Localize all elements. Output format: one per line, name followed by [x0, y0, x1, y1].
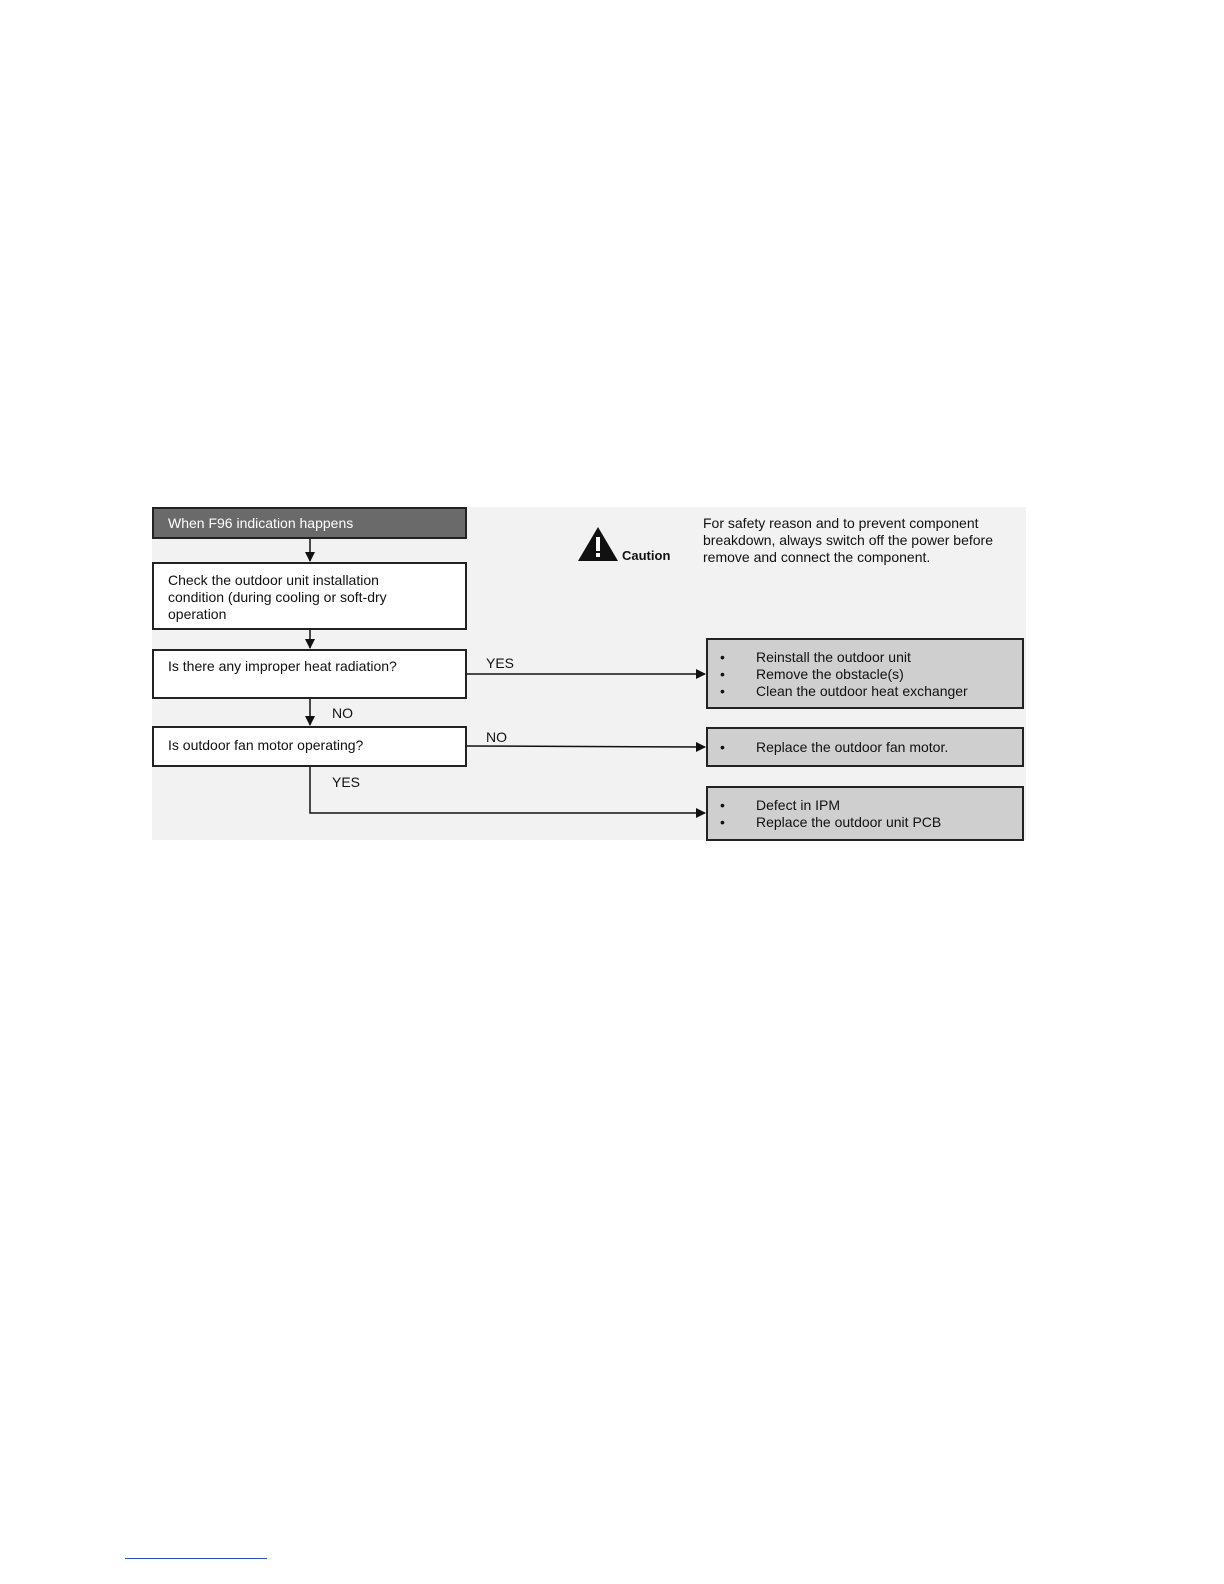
fan-motor-question-label: Is outdoor fan motor operating? — [168, 737, 364, 753]
result-fan-box — [706, 727, 1024, 767]
bullet: • — [720, 666, 725, 682]
result-item: Replace the outdoor unit PCB — [756, 814, 942, 830]
result-item: Remove the obstacle(s) — [756, 666, 904, 682]
bullet: • — [720, 739, 725, 755]
caution-text: For safety reason and to prevent component breakdown, always switch off the power before remove and connect the component. — [703, 515, 994, 565]
result-item: Clean the outdoor heat exchanger — [756, 683, 968, 699]
result-item: Defect in IPM — [756, 797, 841, 813]
bullet: • — [720, 683, 725, 699]
check-installation-label: Check the outdoor unit installation condition (during cooling or soft-dry operation — [168, 572, 387, 622]
start-box — [152, 507, 467, 539]
list-item — [720, 797, 1010, 814]
result-pcb-box — [706, 786, 1024, 841]
bullet: • — [720, 649, 725, 665]
start-label: When F96 indication happens — [168, 514, 354, 531]
heat-radiation-question-label: Is there any improper heat radiation? — [168, 658, 397, 674]
list-item — [720, 666, 1010, 683]
bullet: • — [720, 797, 725, 813]
arrow-fan-yes — [310, 767, 705, 813]
bullet: • — [720, 814, 725, 830]
edge-label-no-heat: NO — [332, 705, 353, 721]
result-heat-box — [706, 638, 1024, 709]
footnote-rule — [125, 1558, 267, 1559]
warning-triangle-icon — [578, 527, 618, 561]
edge-label-no-fan: NO — [486, 729, 507, 745]
list-item — [720, 814, 1010, 831]
list-item — [720, 683, 1010, 700]
list-item — [720, 649, 1010, 666]
result-item: Replace the outdoor fan motor. — [756, 739, 949, 755]
check-installation-box — [152, 562, 467, 630]
arrow-fan-no — [467, 746, 705, 747]
fan-motor-question-box — [152, 726, 467, 767]
caution-label: Caution — [622, 548, 671, 563]
edge-label-yes-fan: YES — [332, 774, 361, 790]
heat-radiation-question-box — [152, 649, 467, 699]
edge-label-yes-heat: YES — [486, 655, 515, 671]
list-item — [720, 739, 1010, 756]
result-item: Reinstall the outdoor unit — [756, 649, 911, 665]
